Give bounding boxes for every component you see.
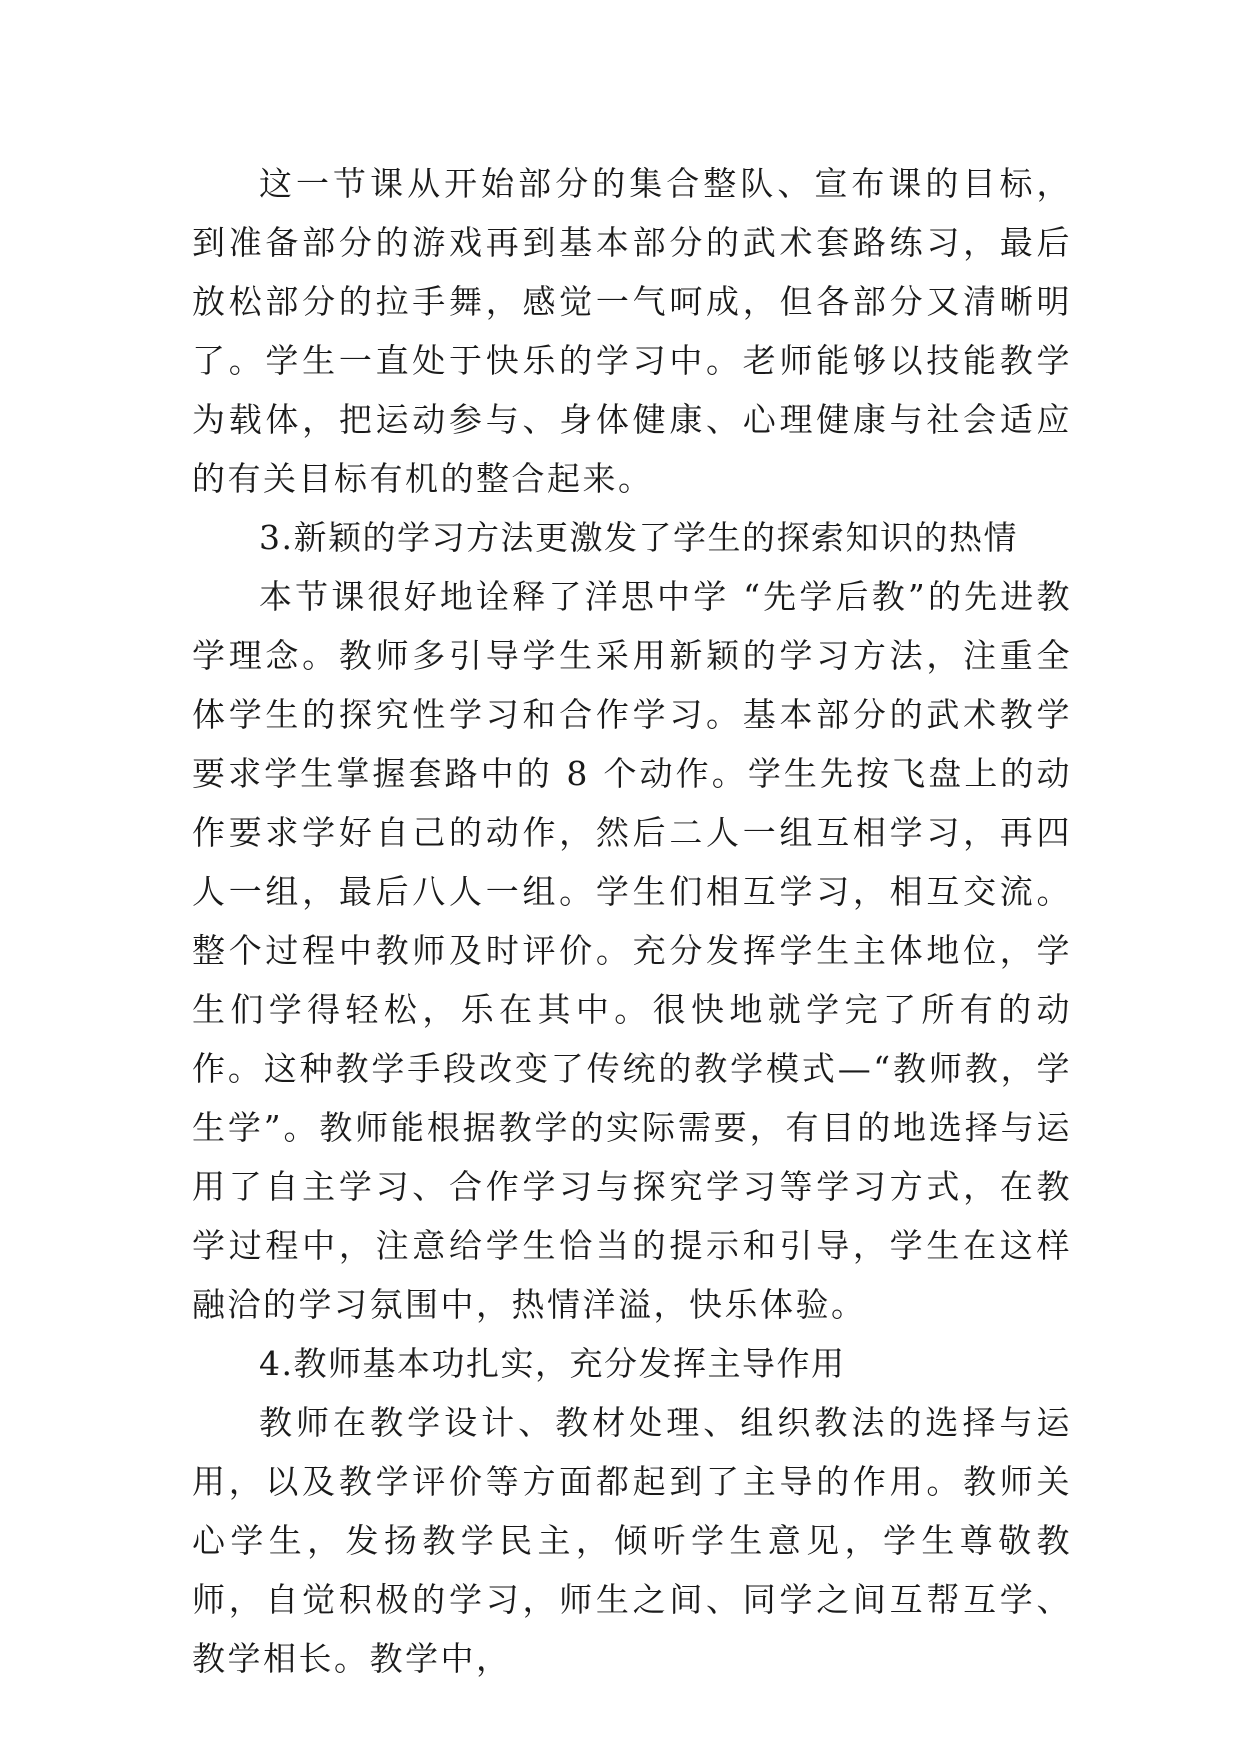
section-heading-4: 4.教师基本功扎实，充分发挥主导作用 [259, 1344, 846, 1383]
paragraph-lesson-structure: 这一节课从开始部分的集合整队、宣布课的目标，到准备部分的游戏再到基本部分的武术套路练习，最后放松部分的拉手舞，感觉一气呵成，但各部分又清晰明了。学生一直处于快乐的学习中。老师能够以技能教学为载体，把运动参与、身体健康、心理健康与社会适应的有关目标有机的整合起来。 [192, 164, 1072, 498]
paragraph-teacher-role: 教师在教学设计、教材处理、组织教法的选择与运用，以及教学评价等方面都起到了主导的作用。教师关心学生，发扬教学民主，倾听学生意见，学生尊敬教师，自觉积极的学习，师生之间、同学之间互帮互学、教学相长。教学中， [192, 1403, 1072, 1678]
document-body [192, 154, 1072, 1688]
section-heading-3: 3.新颖的学习方法更激发了学生的探索知识的热情 [259, 518, 1018, 557]
paragraph-learning-methods: 本节课很好地诠释了洋思中学 “先学后教”的先进教学理念。教师多引导学生采用新颖的学习方法，注重全体学生的探究性学习和合作学习。基本部分的武术教学要求学生掌握套路中的 8 个动作。学生先按飞盘上的动作要求学好自己的动作，然后二人一组互相学习，再四人一组，最后八人一组。学生们相互学习，相互交流。整个过程中教师及时评价。充分发挥学生主体地位，学生们学得轻松，乐在其中。很快地就学完了所有的动作。这种教学手段改变了传统的教学模式—“教师教，学生学”。教师能根据教学的实际需要，有目的地选择与运用了自主学习、合作学习与探究学习等学习方式，在教学过程中，注意给学生恰当的提示和引导，学生在这样融洽的学习氛围中，热情洋溢，快乐体验。 [192, 577, 1072, 1324]
